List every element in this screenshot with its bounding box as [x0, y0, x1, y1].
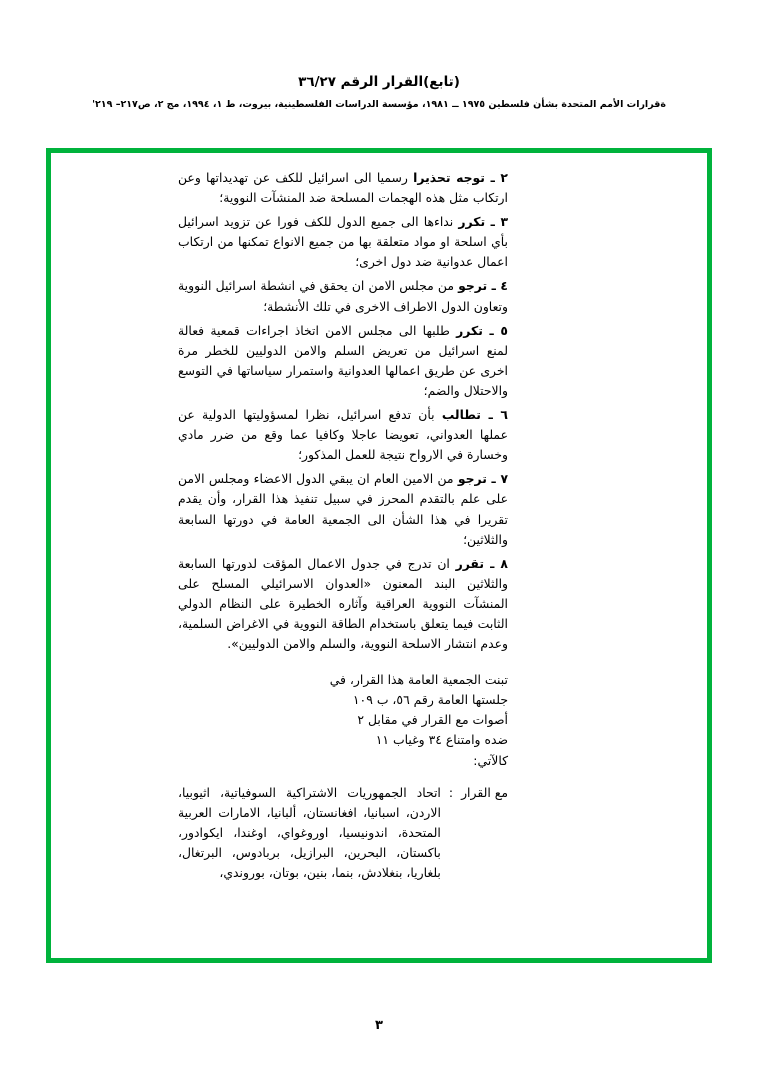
adoption-line-3: أصوات مع القرار في مقابل ٢	[357, 712, 508, 728]
document-body	[178, 168, 508, 883]
adoption-line-1: تبنت الجمعية العامة هذا القرار، في	[329, 672, 508, 688]
paragraph-4-text: من مجلس الامن ان يحقق في انشطة اسرائيل النووية وتعاون الدول الاطراف الاخرى في تلك الأنشطة؛	[178, 278, 508, 314]
paragraph-6	[178, 405, 508, 465]
paragraph-7-lead: ٧ ـ ترجو	[457, 471, 509, 487]
vote-in-favour-label: مع القرار	[461, 784, 508, 800]
paragraph-5	[178, 321, 508, 401]
document-title: (تابع)القرار الرقم ٣٦/٢٧	[298, 74, 460, 90]
paragraph-3-lead: ٣ ـ تكرر	[458, 214, 509, 230]
paragraph-7	[178, 469, 508, 549]
paragraph-5-text: طلبها الى مجلس الامن اتخاذ اجراءات قمعية فعالة لمنع اسرائيل من تعريض السلم والامن الدوليين للخطر مرة اخرى عن طريق اعمالها العدوانية واستمرار سياساتها في التوسع والاحتلال والضم؛	[178, 322, 508, 398]
paragraph-6-lead: ٦ ـ تطالب	[441, 407, 508, 423]
adoption-line-4: ضده وامتناع ٣٤ وغياب ١١	[375, 732, 508, 748]
paragraph-2	[178, 168, 508, 208]
paragraph-8	[178, 554, 508, 654]
paragraph-3-text: نداءها الى جميع الدول للكف فورا عن تزويد اسرائيل بأي اسلحة او مواد متعلقة بها من جميع الانواع تمكنها من ارتكاب اعمال عدوانية ضد دول اخرى؛	[178, 214, 508, 270]
vote-colon: :	[448, 784, 454, 800]
adoption-block	[178, 670, 508, 770]
paragraph-4-lead: ٤ ـ ترجو	[458, 278, 508, 294]
adoption-line-2: جلستها العامة رقم ٥٦، ب ١٠٩	[352, 692, 508, 708]
adoption-line-5: كالآتي:	[473, 752, 508, 768]
page-number: ٣	[375, 1018, 383, 1033]
paragraph-6-text: بأن تدفع اسرائيل، نظرا لمسؤوليتها الدولية عن عملها العدواني، تعويضا عاجلا وكافيا عما وقع من ضرر مادي وخسارة في الارواح نتيجة للعمل المذكور؛	[178, 407, 508, 463]
paragraph-8-lead: ٨ ـ تقرر	[455, 555, 508, 571]
document-source-line: ةقرارات الأمم المتحدة بشأن فلسطين ١٩٧٥ ــ ١٩٨١، مؤسسة الدراسات الفلسطينية، بيروت، ط ١، ١٩٩٤، مج ٢، ص٢١٧– ٢١٩'	[92, 99, 666, 110]
paragraph-2-lead: ٢ ـ توجه تحذيرا	[413, 170, 508, 185]
paragraph-5-lead: ٥ ـ تكرر	[456, 322, 508, 338]
vote-in-favour-block	[178, 783, 508, 883]
page-header	[0, 0, 758, 110]
vote-in-favour-countries: اتحاد الجمهوريات الاشتراكية السوفياتية، اثيوبيا، الاردن، اسبانيا، افغانستان، ألبانيا، الامارات العربية المتحدة، اندونيسيا، اوروغواي، اوغندا، ايكوادور، باكستان، البحرين، البرازيل، بربادوس، البرتغال، بلغاريا، بنغلادش، بنما، بنين، بوتان، بوروندي،	[178, 784, 441, 880]
paragraph-3	[178, 212, 508, 272]
paragraph-2-text: رسميا الى اسرائيل للكف عن تهديداتها وعن ارتكاب مثل هذه الهجمات المسلحة ضد المنشآت النووية؛	[178, 170, 508, 206]
paragraph-8-text: ان تدرج في جدول الاعمال المؤقت لدورتها السابعة والثلاثين البند المعنون «العدوان الاسرائيلي المسلح على المنشآت النووية العراقية وآثاره الخطيرة على النظام الدولي الثابت فيما يتعلق باستخدام الطاقة النووية في الاغراض السلمية، وعدم انتشار الاسلحة النووية، والسلم والامن الدوليين».	[178, 555, 508, 652]
paragraph-4	[178, 276, 508, 316]
paragraph-7-text: من الامين العام ان يبقي الدول الاعضاء ومجلس الامن على علم بالتقدم المحرز في سبيل تنفيذ هذا القرار، وأن يقدم تقريرا في هذا الشأن الى الجمعية العامة في دورتها السابعة والثلاثين؛	[178, 471, 508, 547]
